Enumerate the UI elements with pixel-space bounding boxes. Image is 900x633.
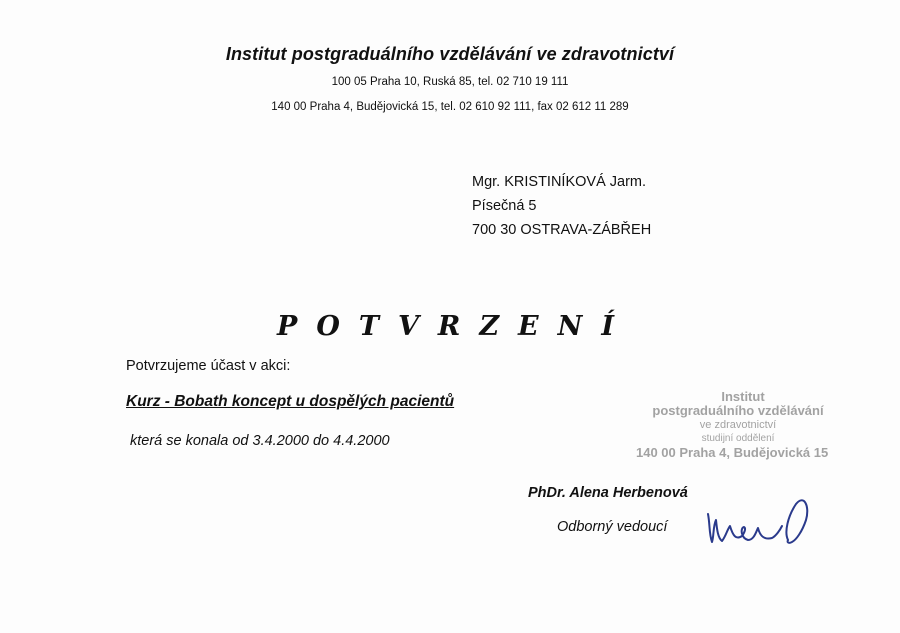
course-name: Kurz - Bobath koncept u dospělých pacientů	[126, 393, 455, 410]
institution-stamp	[628, 390, 848, 460]
confirmation-text: Potvrzujeme účast v akci:	[126, 358, 291, 374]
handwritten-signature	[700, 496, 830, 556]
course-dates: která se konala od 3.4.2000 do 4.4.2000	[130, 433, 390, 449]
recipient-street: Písečná 5	[472, 198, 537, 214]
address-line-1: 100 05 Praha 10, Ruská 85, tel. 02 710 19 111	[331, 76, 569, 88]
signer-role: Odborný vedoucí	[557, 519, 668, 535]
recipient-name: Mgr. KRISTINÍKOVÁ Jarm.	[472, 174, 647, 190]
recipient-city: 700 30 OSTRAVA-ZÁBŘEH	[472, 222, 652, 238]
document-title: POTVRZENÍ	[277, 311, 633, 342]
recipient-address	[472, 170, 651, 242]
stamp-line-1: Institut	[721, 389, 765, 404]
stamp-line-5: 140 00 Praha 4, Budějovická 15	[636, 445, 829, 460]
stamp-line-4: studijní oddělení	[701, 433, 775, 444]
stamp-line-3: ve zdravotnictví	[699, 419, 777, 431]
address-line-2: 140 00 Praha 4, Budějovická 15, tel. 02 610 92 111, fax 02 612 11 289	[271, 101, 629, 113]
stamp-line-2: postgraduálního vzdělávání	[652, 403, 824, 418]
institution-name: Institut postgraduálního vzdělávání ve zdravotnictví	[225, 44, 675, 64]
signer-name: PhDr. Alena Herbenová	[528, 485, 688, 501]
